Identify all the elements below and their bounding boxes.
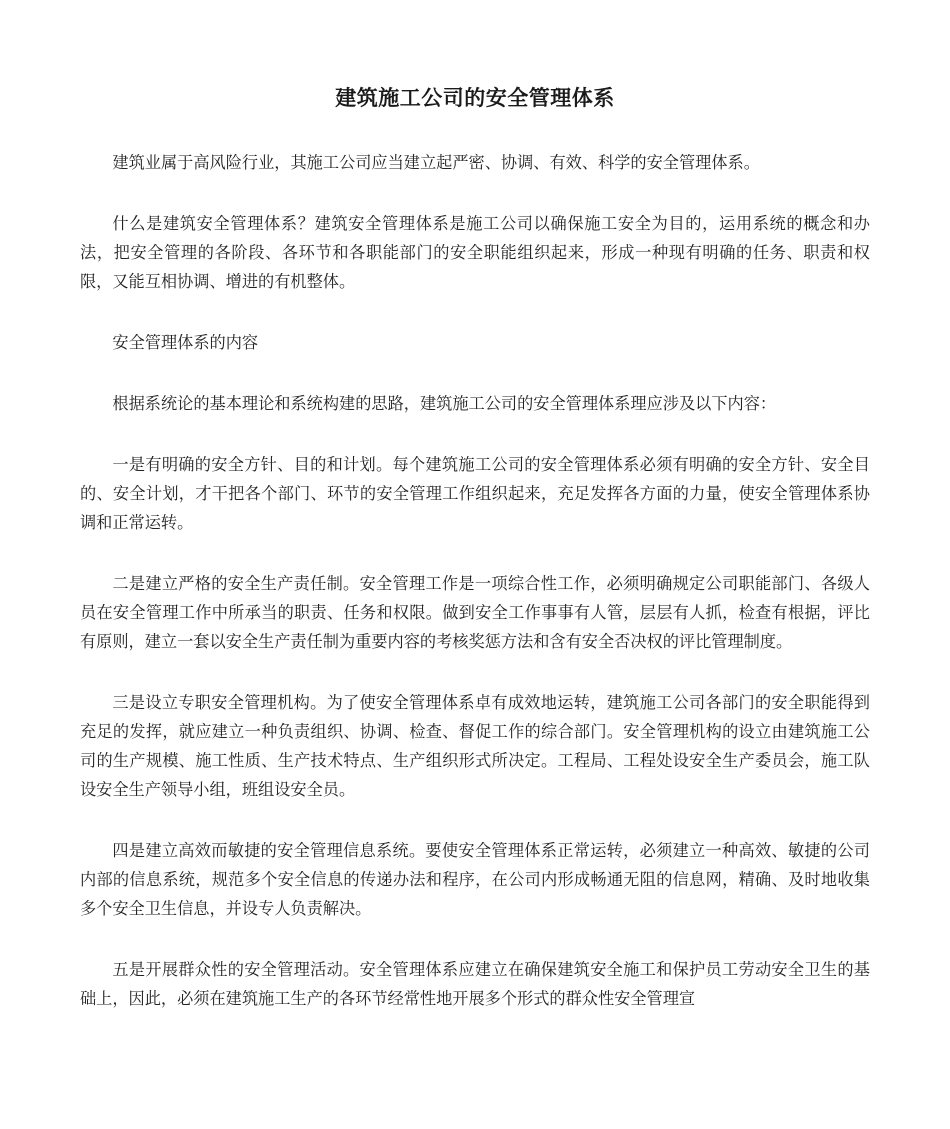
paragraph-definition: 什么是建筑安全管理体系？建筑安全管理体系是施工公司以确保施工安全为目的，运用系统的概念和办法，把安全管理的各阶段、各环节和各职能部门的安全职能组织起来，形成一种现有明确的任务、职责和权限，又能互相协调、增进的有机整体。: [80, 214, 870, 291]
paragraph-item-2: 二是建立严格的安全生产责任制。安全管理工作是一项综合性工作，必须明确规定公司职能部门、各级人员在安全管理工作中所承当的职责、任务和权限。做到安全工作事事有人管，层层有人抓，检查有根据，评比有原则，建立一套以安全生产责任制为重要内容的考核奖惩方法和含有安全否决权的评比管理制度。: [80, 574, 870, 651]
page-title: 建筑施工公司的安全管理体系: [335, 86, 615, 110]
paragraph-item-1: 一是有明确的安全方针、目的和计划。每个建筑施工公司的安全管理体系必须有明确的安全方针、安全目的、安全计划，才干把各个部门、环节的安全管理工作组织起来，充足发挥各方面的力量，使安全管理体系协调和正常运转。: [80, 455, 870, 532]
paragraph-content-intro: 根据系统论的基本理论和系统构建的思路，建筑施工公司的安全管理体系理应涉及以下内容：: [112, 394, 777, 413]
paragraph-intro: 建筑业属于高风险行业，其施工公司应当建立起严密、协调、有效、科学的安全管理体系。: [112, 153, 760, 172]
paragraph-item-3: 三是设立专职安全管理机构。为了使安全管理体系卓有成效地运转，建筑施工公司各部门的安全职能得到充足的发挥，就应建立一种负责组织、协调、检查、督促工作的综合部门。安全管理机构的设立由建筑施工公司的生产规模、施工性质、生产技术特点、生产组织形式所决定。工程局、工程处设安全生产委员会，施工队设安全生产领导小组，班组设安全员。: [80, 693, 870, 799]
paragraph-section-heading: 安全管理体系的内容: [112, 333, 259, 352]
paragraph-item-5: 五是开展群众性的安全管理活动。安全管理体系应建立在确保建筑安全施工和保护员工劳动安全卫生的基础上，因此，必须在建筑施工生产的各环节经常性地开展多个形式的群众性安全管理宣: [80, 960, 870, 1008]
document-page: [80, 80, 870, 1045]
paragraph-item-4: 四是建立高效而敏捷的安全管理信息系统。要使安全管理体系正常运转，必须建立一种高效、敏捷的公司内部的信息系统，规范多个安全信息的传递办法和程序，在公司内形成畅通无阻的信息网，精确、及时地收集多个安全卫生信息，并设专人负责解决。: [80, 841, 870, 918]
